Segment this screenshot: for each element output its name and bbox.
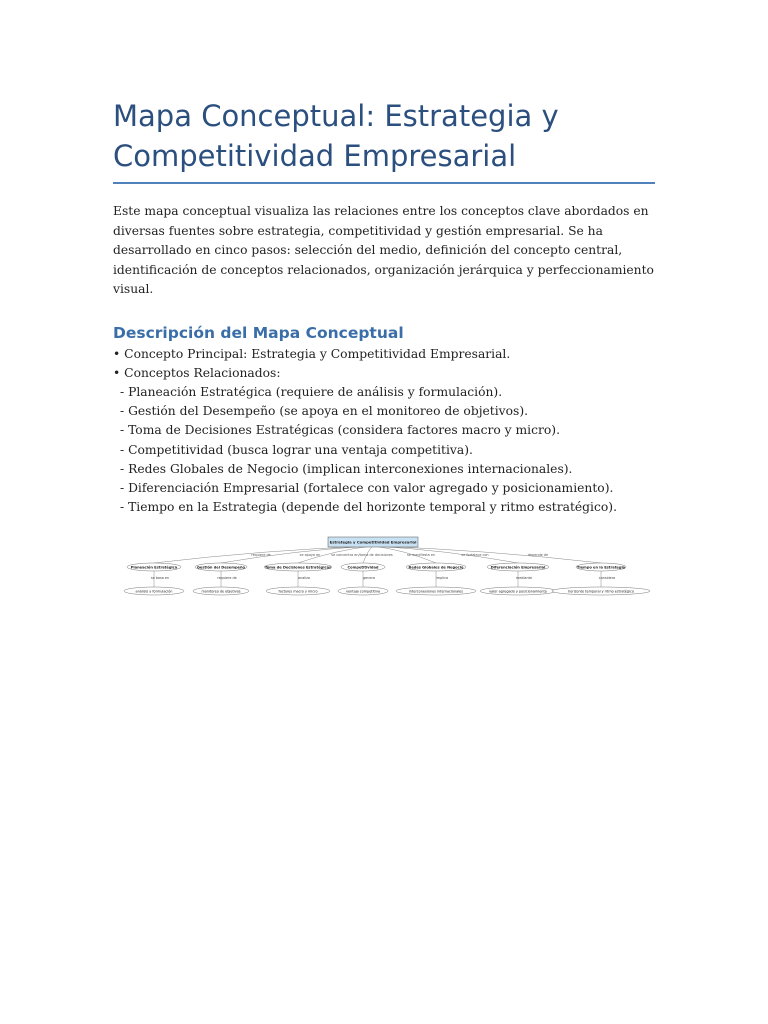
- map-leaf-label: análisis y formulación: [135, 589, 173, 594]
- concept-map-svg: [118, 532, 666, 598]
- title-line-2: Competitividad Empresarial: [113, 139, 517, 173]
- sub-item: - Competitividad (busca lograr una ventaja competitiva).: [120, 442, 473, 457]
- map-node-label: Gestión del Desempeño: [196, 565, 246, 570]
- map-edge-label: se apoya en: [299, 553, 321, 557]
- map-leaf-label: ventaja competitiva: [346, 589, 380, 594]
- map-child-link-label: implica: [435, 576, 449, 580]
- title-line-1: Mapa Conceptual: Estrategia y: [113, 99, 559, 133]
- sub-item: - Gestión del Desempeño (se apoya en el monitoreo de objetivos).: [120, 404, 529, 419]
- map-child-link-label: se basa en: [150, 576, 170, 580]
- map-node-label: Toma de Decisiones Estratégicas: [264, 565, 332, 570]
- document-title: [113, 96, 655, 184]
- map-child-link-label: requiere de: [217, 576, 237, 580]
- sub-item: - Diferenciación Empresarial (fortalece con valor agregado y posicionamiento).: [120, 480, 614, 495]
- map-child-link-label: considera: [598, 576, 616, 580]
- map-root-label: Estrategia y Competitividad Empresarial: [329, 539, 417, 545]
- map-edge-label: se concentra en/toma de decisiones: [331, 553, 393, 557]
- map-node-label: Planeación Estratégica: [130, 565, 178, 570]
- map-child-link-label: mediante: [515, 576, 533, 580]
- document-page: [113, 96, 655, 517]
- concept-map: [118, 532, 666, 598]
- sub-item: - Redes Globales de Negocio (implican interconexiones internacionales).: [120, 461, 573, 476]
- map-child-link-label: analiza: [297, 576, 311, 580]
- map-leaf-label: factores macro y micro: [278, 589, 318, 594]
- sub-item: - Tiempo en la Estrategia (depende del horizonte temporal y ritmo estratégico).: [120, 500, 617, 515]
- map-node-label: Competitividad: [347, 565, 379, 570]
- sub-item: - Planeación Estratégica (requiere de análisis y formulación).: [120, 384, 503, 399]
- map-node-label: Diferenciación Empresarial: [490, 565, 546, 570]
- intro-paragraph: Este mapa conceptual visualiza las relaciones entre los conceptos clave abordados en diversas fuentes sobre estrategia, competitividad y gestión empresarial. Se ha desarrollado en cinco pasos: selección del medio, definición del concepto central, identificación de conceptos relacionados, organización jerárquica y perfeccionamiento visual.: [113, 204, 654, 296]
- bullet-list: [113, 345, 655, 518]
- bullet-related-concepts: • Conceptos Relacionados:: [113, 365, 281, 380]
- map-leaf-label: horizonte temporal y ritmo estratégico: [568, 589, 634, 594]
- map-node-label: Redes Globales de Negocio: [408, 565, 464, 570]
- sub-item: - Toma de Decisiones Estratégicas (considera factores macro y micro).: [120, 423, 560, 438]
- map-edge-label: depende de: [527, 553, 549, 557]
- map-edge: [373, 546, 518, 563]
- map-edge-label: se manifiesta en: [406, 553, 436, 557]
- bullet-main-concept: • Concepto Principal: Estrategia y Competitividad Empresarial.: [113, 346, 511, 361]
- map-child-link-label: genera: [363, 576, 375, 580]
- map-leaf-label: valor agregado y posicionamiento: [489, 589, 547, 594]
- map-node-label: Tiempo en la Estrategia: [576, 565, 626, 570]
- map-edge-label: requiere de: [251, 553, 271, 557]
- map-edge-label: se fortalece con: [461, 553, 489, 557]
- map-leaf-label: interconexiones internacionales: [408, 589, 464, 594]
- section-heading: Descripción del Mapa Conceptual: [113, 323, 404, 342]
- map-leaf-label: monitoreo de objetivos: [201, 589, 241, 594]
